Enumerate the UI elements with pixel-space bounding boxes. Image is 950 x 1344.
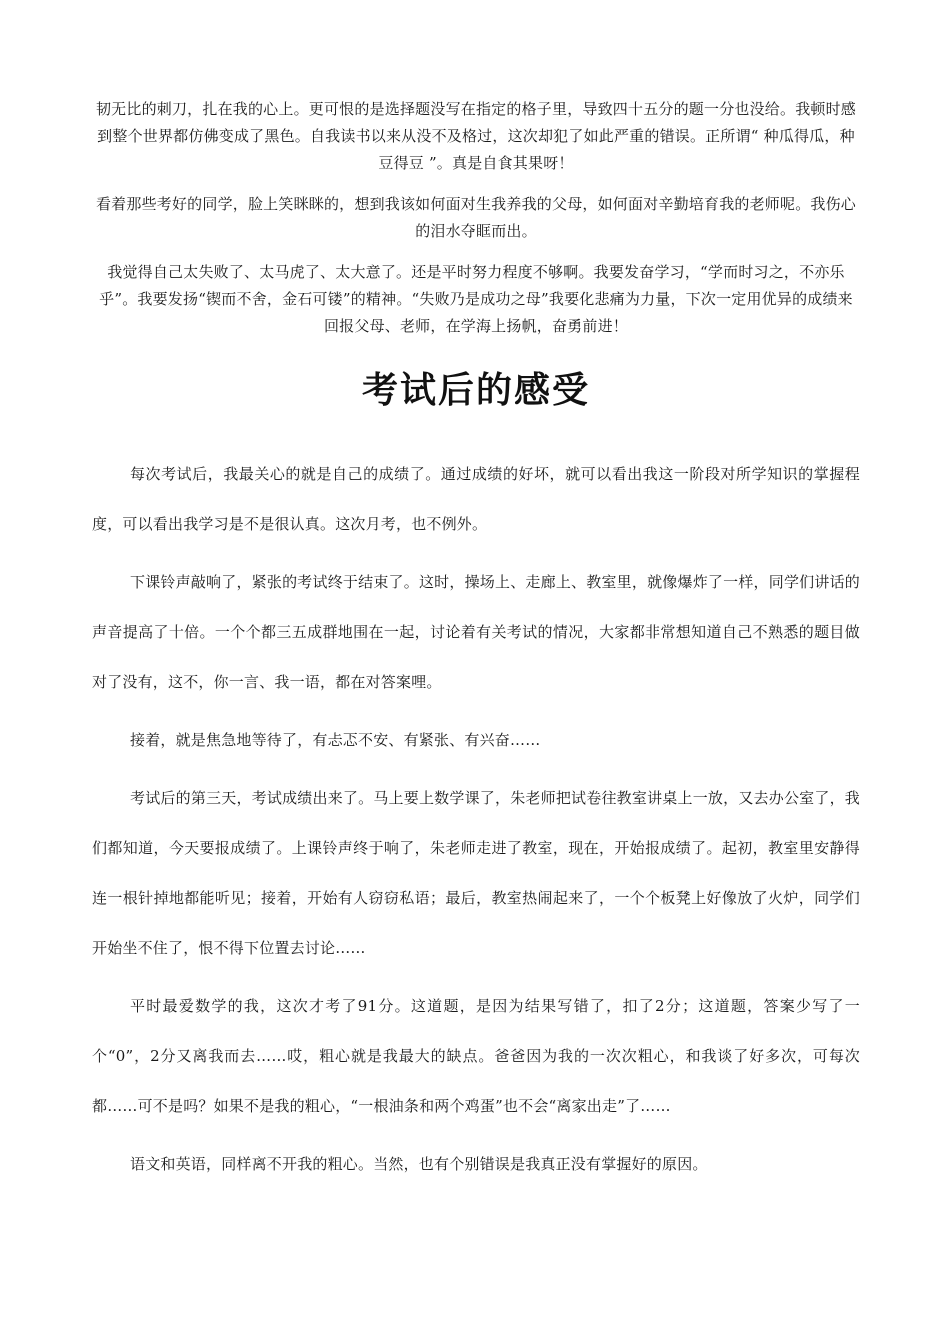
article-paragraph-2: 下课铃声敲响了，紧张的考试终于结束了。这时，操场上、走廊上、教室里，就像爆炸了一样，同学们讲话的声音提高了十倍。一个个都三五成群地围在一起，讨论着有关考试的情况，大家都非常想知道自己不熟悉的题目做对了没有，这不，你一言、我一语，都在对答案哩。 xyxy=(92,573,860,691)
article-paragraph-3: 接着，就是焦急地等待了，有忐忑不安、有紧张、有兴奋…… xyxy=(130,731,541,749)
top-paragraph-1: 韧无比的刺刀，扎在我的心上。更可恨的是选择题没写在指定的格子里，导致四十五分的题一分也没给。我顿时感到整个世界都仿佛变成了黑色。自我读书以来从没不及格过，这次却犯了如此严重的错误。正所谓“ 种瓜得瓜，种豆得豆 ”。真是自食其果呀！ xyxy=(95,100,856,172)
document-page xyxy=(92,96,860,1197)
article-paragraph-4: 考试后的第三天，考试成绩出来了。马上要上数学课了，朱老师把试卷往教室讲桌上一放，又去办公室了，我们都知道，今天要报成绩了。上课铃声终于响了，朱老师走进了教室，现在，开始报成绩了。起初，教室里安静得连一根针掉地都能听见；接着，开始有人窃窃私语；最后，教室热闹起来了，一个个板凳上好像放了火炉，同学们开始坐不住了，恨不得下位置去讨论…… xyxy=(92,789,860,957)
top-paragraph-3: 我觉得自己太失败了、太马虎了、太大意了。还是平时努力程度不够啊。我要发奋学习，“学而时习之，不亦乐乎”。我要发扬“锲而不舍，金石可镂”的精神。“失败乃是成功之母”我要化悲痛为力量，下次一定用优异的成绩来回报父母、老师，在学海上扬帆，奋勇前进！ xyxy=(99,263,853,335)
article-title: 考试后的感受 xyxy=(361,370,590,411)
article-paragraph-5: 平时最爱数学的我，这次才考了91分。这道题，是因为结果写错了，扣了2分；这道题，答案少写了一个“0”，2分又离我而去……哎，粗心就是我最大的缺点。爸爸因为我的一次次粗心，和我谈了好多次，可每次都……可不是吗？如果不是我的粗心，“一根油条和两个鸡蛋”也不会“离家出走”了…… xyxy=(92,997,860,1115)
top-paragraph-2: 看着那些考好的同学，脸上笑眯眯的，想到我该如何面对生我养我的父母，如何面对辛勤培育我的老师呢。我伤心的泪水夺眶而出。 xyxy=(95,195,856,240)
article-paragraph-1: 每次考试后，我最关心的就是自己的成绩了。通过成绩的好坏，就可以看出我这一阶段对所学知识的掌握程度，可以看出我学习是不是很认真。这次月考，也不例外。 xyxy=(92,465,860,533)
article-paragraph-6: 语文和英语，同样离不开我的粗心。当然，也有个别错误是我真正没有掌握好的原因。 xyxy=(130,1155,708,1173)
